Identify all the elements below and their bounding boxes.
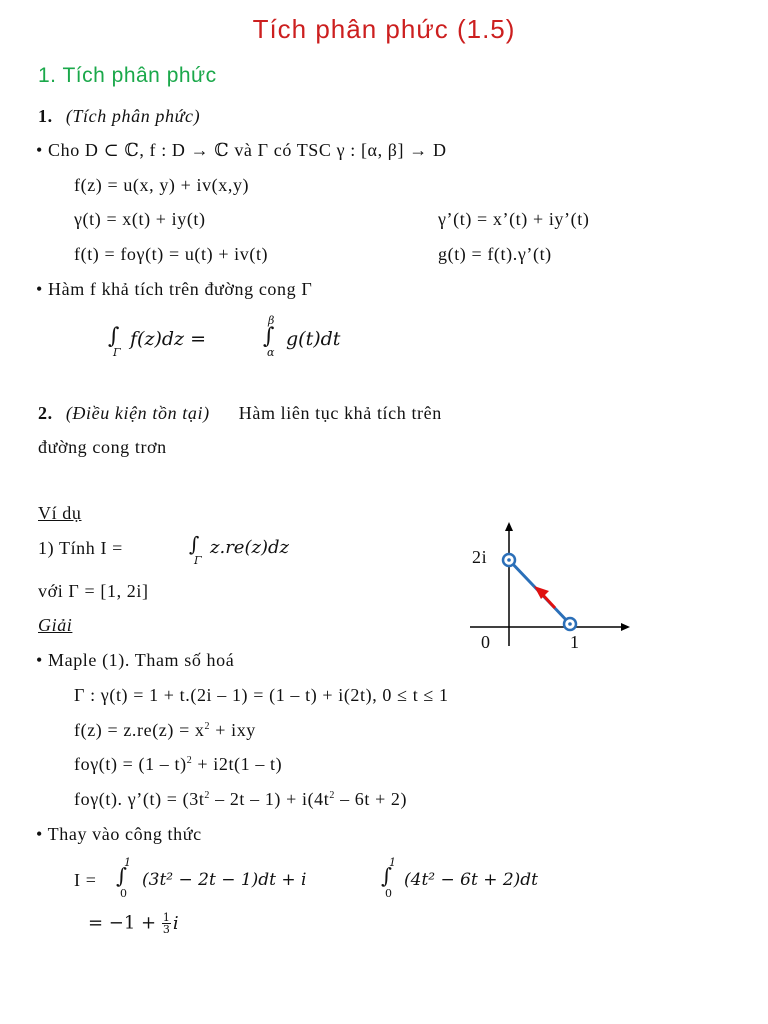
definition-number: 1. [38,106,53,126]
lower-limit: Γ [194,554,202,567]
graph-label-2i: 2i [472,547,488,567]
y-axis-arrow [505,522,513,531]
fz-part-a: f(z) = z.re(z) = x [74,720,205,740]
definition-number: 2. [38,403,53,423]
definition-2 [38,403,442,424]
fraction-numerator: 1 [162,911,170,924]
upper-limit: 1 [389,856,396,869]
equation-gamma-prime: γ’(t) = x’(t) + iy’(t) [438,209,590,229]
equation-ft: f(t) = foγ(t) = u(t) + iv(t) [74,244,269,264]
solution-label: Giải [38,615,73,635]
bullet-integrable: • Hàm f khả tích trên đường cong Γ [36,279,313,299]
example-prefix: 1) Tính I = [38,538,123,558]
bullet-setup: • Cho D ⊂ ℂ, f : D → ℂ và Γ có TSC γ : [α, β] → D [36,140,447,160]
integral-sign: ∫ [189,532,200,556]
second-integrand: (4t² − 6t + 2)dt [404,870,539,890]
fog-part-a: foγ(t) = (1 – t) [74,754,187,774]
result [88,912,179,935]
definition-2-continued: đường cong trơn [38,437,167,457]
fz-equation [74,720,256,741]
x-axis-arrow [621,623,630,631]
equation-f: f(z) = u(x, y) + iv(x,y) [74,175,250,195]
fog2-part-b: – 2t – 1) + i(4t [210,789,330,809]
lower-limit: 0 [120,887,127,900]
upper-limit: β [268,314,275,327]
graph-label-0: 0 [481,632,491,652]
graph-label-1: 1 [570,632,580,652]
upper-limit: 1 [124,856,131,869]
definition-label: (Tích phân phức) [65,106,201,126]
bullet-substitute: • Thay vào công thức [36,824,202,844]
final-prefix: I = [74,870,97,890]
definition-label: (Điều kiện tồn tại) [65,403,210,423]
lower-limit: α [267,346,275,359]
fraction-denominator: 3 [162,923,170,936]
fog2-part-a: foγ(t). γ’(t) = (3t [74,789,205,809]
fog-exponent: 2 [186,755,193,766]
fog-equation [74,754,282,775]
fz-part-b: + ixy [210,720,256,740]
integral-sign: ∫ [381,864,392,888]
section-heading: 1. Tích phân phức [38,64,217,87]
fog-part-b: + i2t(1 – t) [192,754,283,774]
final-integral [74,858,634,902]
direction-arrow [542,594,555,608]
page-title: Tích phân phức (1.5) [252,14,516,44]
lower-limit: 0 [385,887,392,900]
result-fraction [162,912,171,935]
contour-definition: với Γ = [1, 2i] [38,581,149,601]
integrand-left: f(z)dz = [130,328,206,350]
fog2-exponent-2: 2 [329,790,335,801]
parametrization: Γ : γ(t) = 1 + t.(2i – 1) = (1 – t) + i(2t), 0 ≤ t ≤ 1 [74,685,449,705]
fz-exponent: 2 [204,721,211,732]
first-integrand: (3t² − 2t − 1)dt + i [142,870,307,890]
integral-formula [108,314,408,364]
bullet-maple: • Maple (1). Tham số hoá [36,650,235,670]
integral-sign: ∫ [116,864,127,888]
definition-text: Hàm liên tục khả tích trên [238,403,442,423]
example-problem [38,532,378,572]
integrand-right: g(t)dt [286,328,341,350]
fog2-part-c: – 6t + 2) [334,789,408,809]
fog-gamma-equation [74,789,407,810]
integral-sign: ∫ [108,324,120,349]
result-suffix: i [172,912,179,934]
lower-limit: Γ [113,346,121,359]
example-label: Ví dụ [38,503,82,523]
fog2-exponent-1: 2 [204,790,211,801]
equation-gt: g(t) = f(t).γ’(t) [438,244,552,264]
integral-sign: ∫ [263,324,275,349]
example-integrand: z.re(z)dz [210,537,289,558]
definition-1 [38,106,200,127]
result-prefix: = −1 + [88,912,162,934]
equation-gamma: γ(t) = x(t) + iy(t) [74,209,206,229]
